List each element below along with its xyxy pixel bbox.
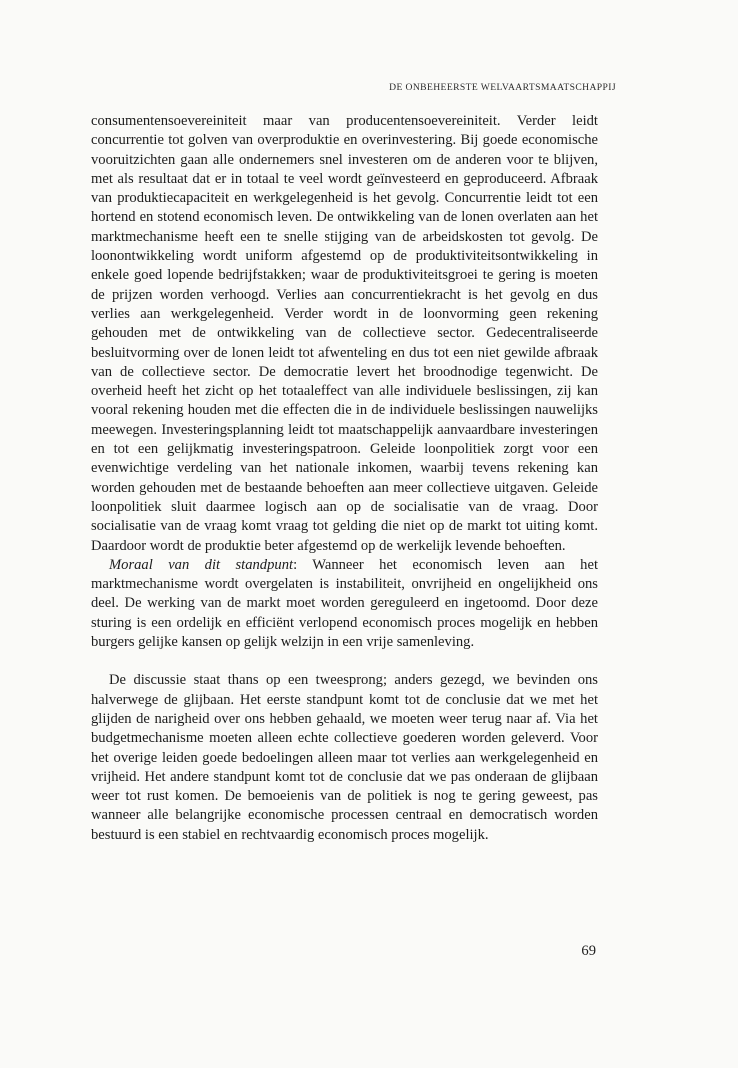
body-text	[91, 112, 598, 845]
running-header: DE ONBEHEERSTE WELVAARTSMAATSCHAPPIJ	[389, 82, 616, 93]
paragraph-discussion: De discussie staat thans op een tweesprong; anders gezegd, we bevinden ons halverwege de glijbaan. Het eerste standpunt komt tot de conclusie dat we met het glijden de narigheid over ons hebben gehaald, we moeten weer terug naar af. Via het budgetmechanisme moeten alleen echte collectieve goederen worden geleverd. Voor het overige leiden goede bedoelingen alleen maar tot verlies aan werkgelegenheid en vrijheid. Het andere standpunt komt tot de conclusie dat we pas onderaan de glijbaan weer tot rust komen. De bemoeienis van de politiek is nog te gering geweest, pas wanneer alle belangrijke economische processen centraal en democratisch worden bestuurd is een stabiel en rechtvaardig economisch proces mogelijk.	[91, 672, 598, 843]
moral-label: Moraal van dit standpunt	[109, 556, 294, 573]
moral-text: : Wanneer het economisch leven aan het marktmechanisme wordt overgelaten is instabiliteit, onvrijheid en ongelijkheid ons deel. De werking van de markt moet worden gereguleerd en ingetoomd. Door deze sturing is een ordelijk en efficiënt verlopend economisch proces mogelijk en hebben burgers gelijke kansen op gelijk welzijn in een vrije samenleving.	[91, 556, 599, 651]
page-number: 69	[581, 943, 596, 959]
paragraph-moral	[91, 556, 598, 652]
paragraph-continued: consumentensoevereiniteit maar van producentensoevereiniteit. Verder leidt concurrentie tot golven van overproduktie en overinvestering. Bij goede economische vooruitzichten gaan alle ondernemers snel investeren om de anderen voor te blijven, met als resultaat dat er in totaal te veel wordt geïnvesteerd en geproduceerd. Afbraak van produktiecapaciteit en werkgelegenheid is het gevolg. Concurrentie leidt tot een hortend en stotend economisch leven. De ontwikkeling van de lonen overlaten aan het marktmechanisme heeft een te snelle stijging van de arbeidskosten tot gevolg. De loonontwikkeling wordt uniform afgestemd op de produktiviteitsontwikkeling in enkele goed lopende bedrijfstakken; waar de produktiviteitsgroei te gering is moeten de prijzen worden verhoogd. Verlies aan concurrentiekracht is het gevolg en dus verlies aan werkgelegenheid. Verder wordt in de loonvorming geen rekening gehouden met de ontwikkeling van de collectieve sector. Gedecentraliseerde besluitvorming over de lonen leidt tot afwenteling en dus tot een niet gewilde afbraak van de collectieve sector. De democratie levert het broodnodige tegenwicht. De overheid heeft het zicht op het totaaleffect van alle individuele beslissingen, zij kan vooral rekening houden met die effecten die in de individuele beslissingen nauwelijks meewegen. Investeringsplanning leidt tot maatschappelijk aanvaardbare investeringen en tot een gelijkmatig investeringspatroon. Geleide loonpolitiek zorgt voor een evenwichtige verdeling van het nationale inkomen, waarbij tevens rekening kan worden gehouden met de bestaande behoeften aan meer collectieve uitgaven. Geleide loonpolitiek sluit daarmee logisch aan op de socialisatie van de vraag. Door socialisatie van de vraag komt vraag tot gelding die niet op de markt tot uiting komt. Daardoor wordt de produktie beter afgestemd op de werkelijk levende behoeften.	[91, 113, 598, 554]
